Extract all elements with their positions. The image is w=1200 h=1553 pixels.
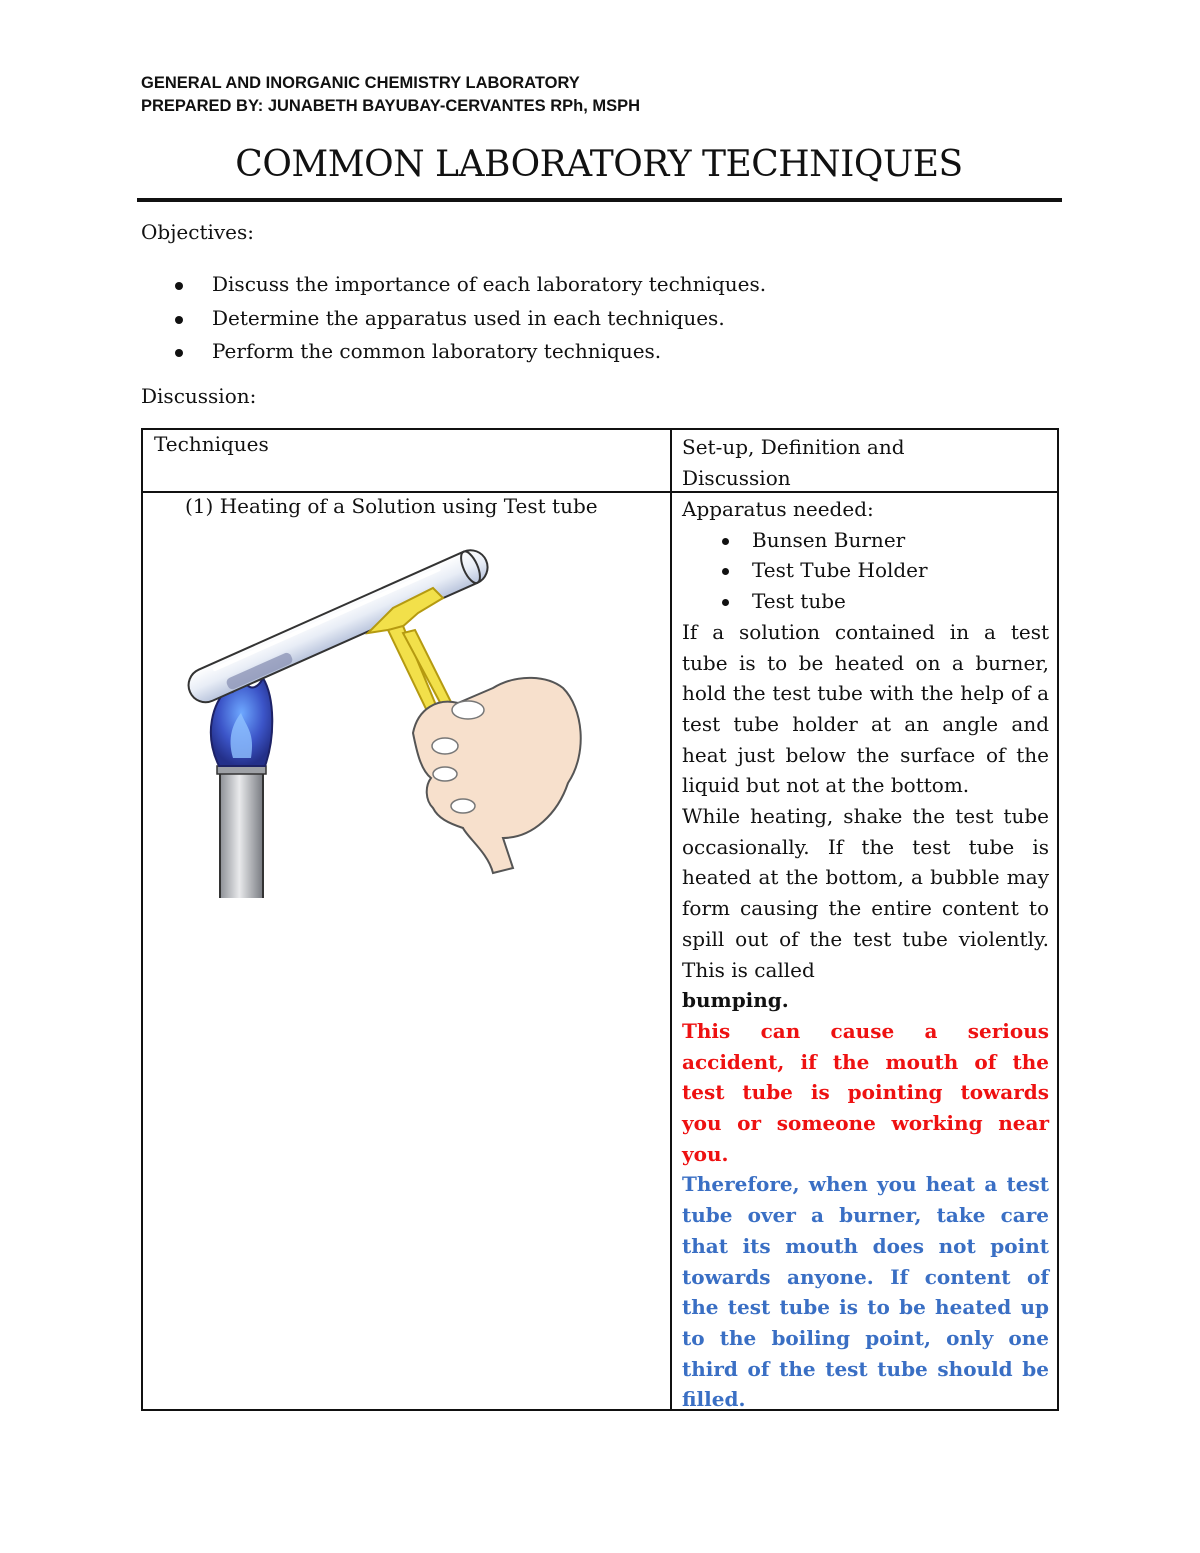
objective-item: Determine the apparatus used in each techniques. (160, 302, 766, 336)
safety-warning: This can cause a serious accident, if the mouth of the test tube is pointing towards you or someone working near you. (682, 1018, 1049, 1166)
header-course-line: GENERAL AND INORGANIC CHEMISTRY LABORATORY (141, 74, 580, 92)
objectives-list (160, 268, 766, 369)
heating-test-tube-illustration (163, 538, 603, 898)
apparatus-label: Apparatus needed: (682, 497, 874, 521)
table-header-techniques: Techniques (154, 432, 269, 456)
page-title: COMMON LABORATORY TECHNIQUES (235, 144, 963, 185)
technique-title: (1) Heating of a Solution using Test tube (185, 494, 598, 518)
discussion-label: Discussion: (141, 384, 257, 408)
objective-item: Perform the common laboratory techniques. (160, 335, 766, 369)
heating-instructions: If a solution contained in a test tube is to be heated on a burner, hold the test tube with the help of a test tube holder at an angle and heat just below the surface of the liquid but not at the bottom. (682, 619, 1049, 798)
apparatus-list (682, 525, 1049, 617)
test-tube-icon (183, 545, 493, 708)
safety-note: Therefore, when you heat a test tube over a burner, take care that its mouth does not point towards anyone. If content of the test tube is to be heated up to the boiling point, only one third of the test tube should be filled. (682, 1172, 1049, 1412)
table-header-setup: Set-up, Definition and Discussion (682, 435, 905, 490)
objective-item: Discuss the importance of each laboratory techniques. (160, 268, 766, 302)
bumping-explanation (682, 801, 1049, 1016)
apparatus-item: Test tube (682, 586, 1049, 617)
bunsen-burner-icon (217, 766, 266, 898)
techniques-table (141, 428, 1059, 1411)
apparatus-item: Bunsen Burner (682, 525, 1049, 556)
apparatus-item: Test Tube Holder (682, 555, 1049, 586)
bumping-explanation-text: While heating, shake the test tube occasionally. If the test tube is heated at the bottom, a bubble may form causing the entire content to spill out of the test tube violently. This is called (682, 804, 1049, 982)
title-underline (137, 198, 1062, 202)
table-column-divider (670, 430, 672, 1409)
technique-description (682, 494, 1049, 1415)
objectives-label: Objectives: (141, 220, 255, 244)
bumping-term: bumping. (682, 988, 789, 1013)
hand-icon (413, 678, 581, 873)
document-header (141, 72, 640, 118)
header-author-line: PREPARED BY: JUNABETH BAYUBAY-CERVANTES RPh, MSPH (141, 97, 641, 115)
